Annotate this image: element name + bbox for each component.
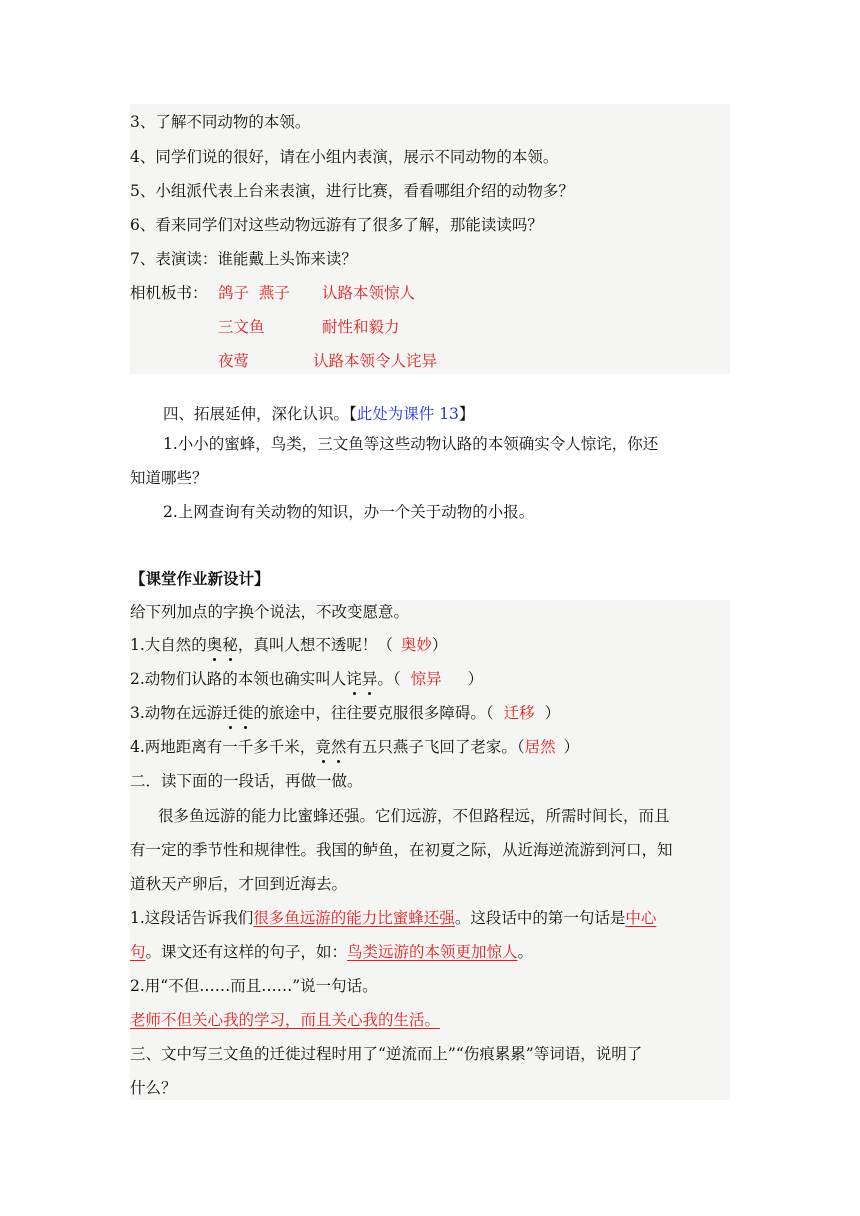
question-2 (130, 668, 483, 690)
q3-close: ） (544, 704, 561, 722)
board-animals-3: 夜莺 (218, 352, 250, 370)
q3-dotted-char-1: 迁 (222, 704, 238, 722)
board-animals-2: 三文鱼 (218, 318, 265, 336)
step-line-6: 6、看来同学们对这些动物远游有了很多了解，那能读读吗？ (130, 216, 543, 234)
p2q1-answer-1: 很多鱼远游的能力比蜜蜂还强 (253, 909, 455, 927)
q4-close: ） (563, 738, 580, 756)
passage-line-2: 有一定的季节性和规律性。我国的鲈鱼，在初夏之际，从近海逆流游到河口，知 (130, 841, 673, 859)
board-ability-3: 认路本领令人诧异 (313, 352, 438, 370)
q2-pre: 2.动物们认路的本领也确实叫人 (130, 670, 347, 688)
q4-post: 有五只燕子飞回了老家。（ (346, 738, 525, 756)
p2q1-answer-3: 鸟类远游的本领更加惊人 (347, 943, 518, 961)
part2-question-1b (130, 941, 533, 963)
part2-question-1a (130, 907, 656, 929)
step-line-7: 7、表演读：谁能戴上头饰来读？ (130, 250, 357, 268)
part2-question-2: 2.用“不但……而且……”说一句话。 (130, 977, 378, 995)
q2-post: 。（ (377, 670, 401, 688)
part2-title: 二．读下面的一段话，再做一做。 (130, 772, 363, 790)
board-label: 相机板书： (130, 284, 208, 302)
q3-pre: 3.动物在远游 (130, 704, 223, 722)
q2-close: ） (467, 670, 484, 688)
section4-heading-close: 】 (458, 405, 475, 423)
board-ability-2: 耐性和毅力 (322, 318, 400, 336)
p2q1-end: 。 (517, 943, 534, 961)
p2q1-pre: 1.这段话告诉我们 (130, 909, 254, 927)
q4-dotted-char-2: 然 (330, 738, 347, 756)
q2-dotted-char-1: 诧 (346, 670, 362, 688)
question-3 (130, 702, 560, 724)
p2q1-mid2: 。课文还有这样的句子，如： (145, 943, 348, 961)
extension-item-1a: 1.小小的蜜蜂，鸟类，三文鱼等这些动物认路的本领确实令人惊诧，你还 (163, 435, 659, 453)
part3-line-2: 什么？ (130, 1079, 177, 1097)
step-line-5: 5、小组派代表上台来表演，进行比赛，看看哪组介绍的动物多？ (130, 182, 574, 200)
q1-answer: 奥妙 (400, 636, 432, 654)
q2-answer: 惊异 (410, 670, 442, 688)
section4-heading-text: 四、拓展延伸，深化认识。【 (163, 405, 357, 423)
p2q1-answer-2a: 中心 (625, 909, 657, 927)
extension-item-1b: 知道哪些？ (130, 469, 208, 487)
q3-answer: 迁移 (503, 704, 535, 722)
homework-title: 【课堂作业新设计】 (130, 569, 270, 588)
q1-pre: 1.大自然的 (130, 636, 207, 654)
p2q1-mid: 。这段话中的第一句话是 (454, 909, 626, 927)
q3-dotted-char-2: 徙 (237, 704, 254, 722)
q4-answer: 居然 (524, 738, 556, 756)
passage-line-1: 很多鱼远游的能力比蜜蜂还强。它们远游，不但路程远，所需时间长，而且 (158, 807, 670, 825)
step-line-4: 4、同学们说的很好，请在小组内表演，展示不同动物的本领。 (130, 148, 559, 166)
part3-line-1: 三、文中写三文鱼的迁徙过程时用了“逆流而上”“伤痕累累”等词语，说明了 (130, 1045, 643, 1063)
question-4 (130, 736, 579, 758)
passage-line-3: 道秋天产卵后，才回到近海去。 (130, 875, 348, 893)
q1-dotted-char-1: 奥 (206, 636, 223, 654)
q4-dotted-char-1: 竟 (315, 738, 331, 756)
part2-question-2-answer: 老师不但关心我的学习，而且关心我的生活。 (130, 1011, 441, 1029)
q2-dotted-char-2: 异 (361, 670, 378, 688)
q1-dotted-char-2: 秘 (222, 636, 238, 654)
extension-item-2: 2.上网查询有关动物的知识，办一个关于动物的小报。 (163, 503, 535, 521)
q3-post: 的旅途中，往往要克服很多障碍。（ (253, 704, 494, 722)
q1-close: ） (431, 636, 448, 654)
board-ability-1: 认路本领惊人 (322, 284, 416, 302)
q1-post: ，真叫人想不透呢！（ (237, 636, 393, 654)
board-animals-1: 鸽子 燕子 (218, 284, 290, 302)
homework-intro: 给下列加点的字换个说法，不改变愿意。 (130, 603, 410, 621)
courseware-link[interactable]: 此处为课件 13 (356, 405, 459, 423)
q4-pre: 4.两地距离有一千多千米， (130, 738, 316, 756)
step-line-3: 3、了解不同动物的本领。 (130, 113, 311, 131)
section4-heading (163, 403, 474, 425)
question-1 (130, 634, 447, 656)
p2q1-answer-2b: 句 (130, 943, 146, 961)
